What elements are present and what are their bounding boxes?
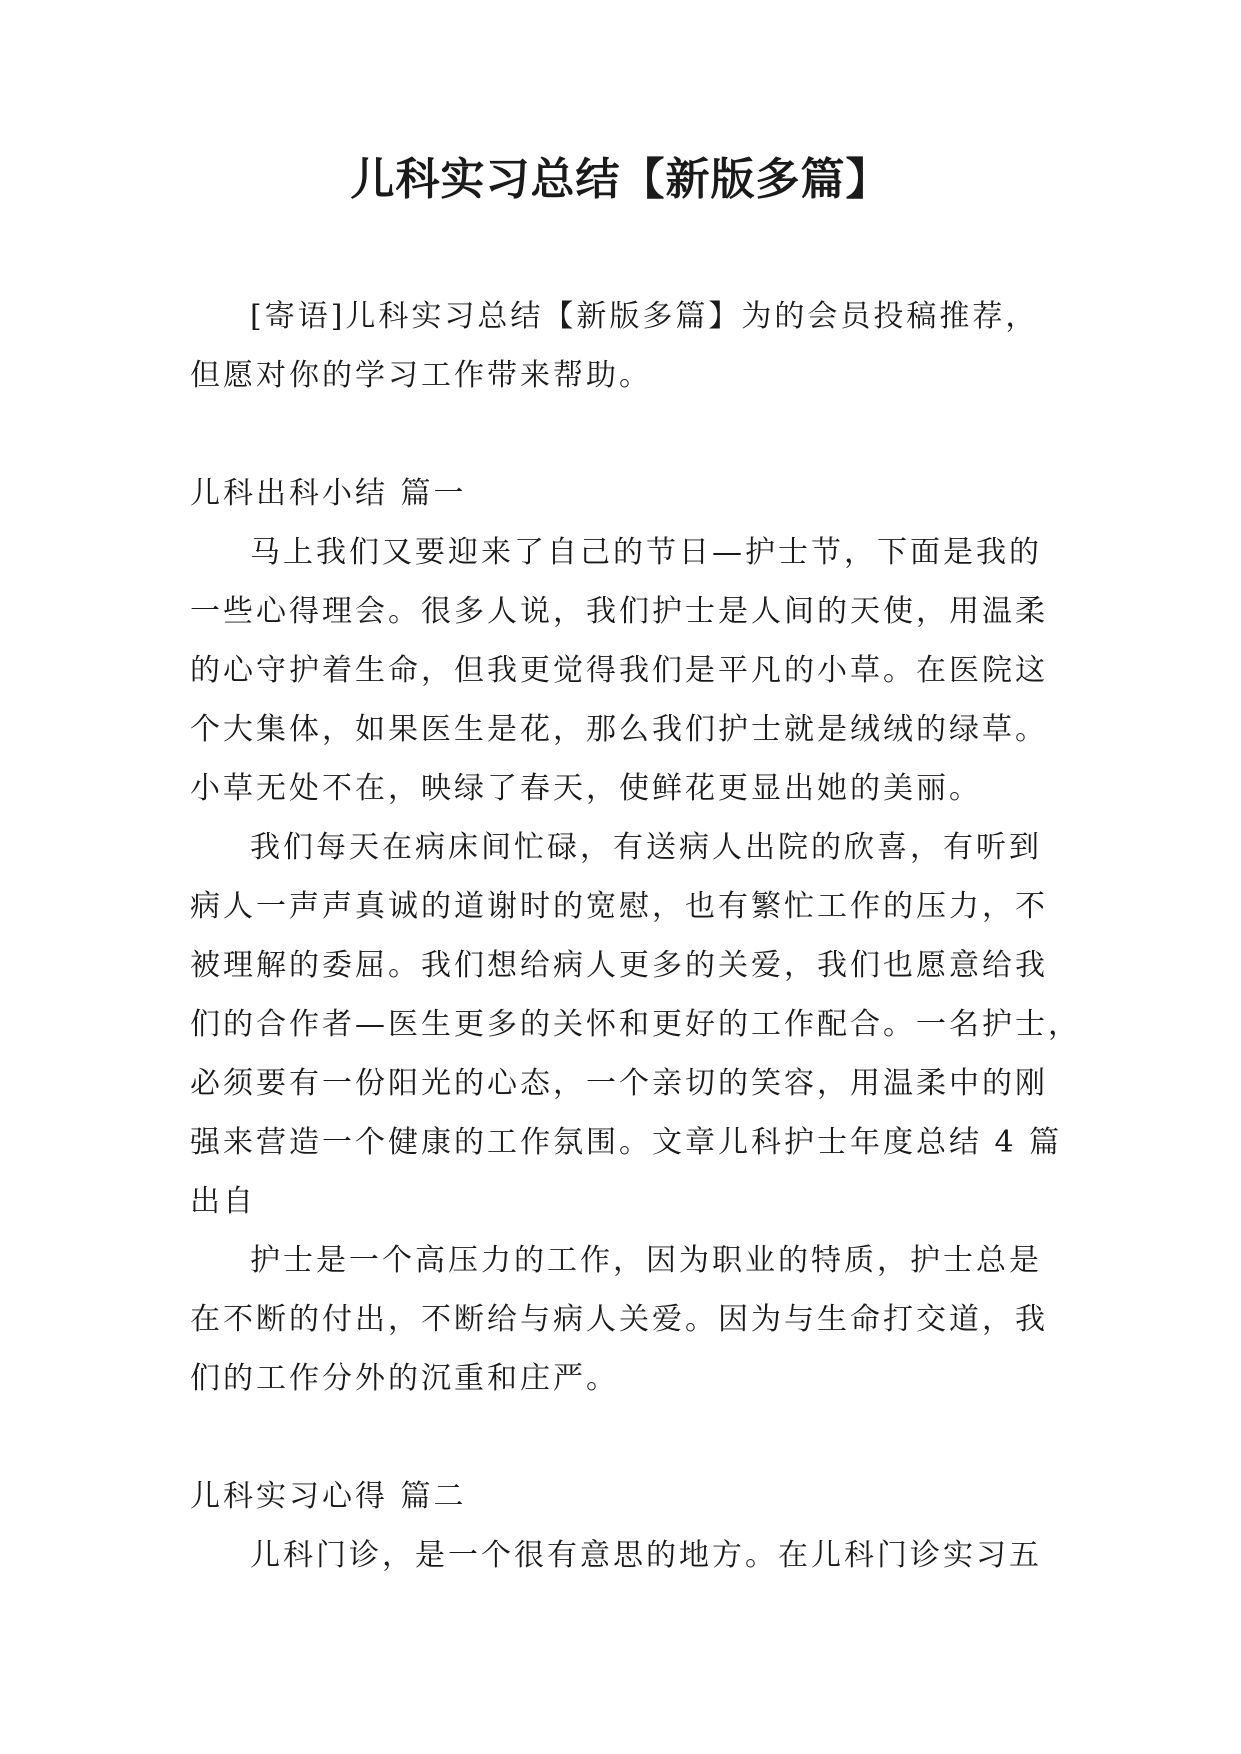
text-line: 我们每天在病床间忙碌，有送病人出院的欣喜，有听到 — [250, 830, 1042, 865]
text-line: 病人一声声真诚的道谢时的宽慰，也有繁忙工作的压力，不 — [190, 889, 1048, 924]
text-line: 出自 — [190, 1184, 256, 1219]
intro-paragraph — [190, 287, 1050, 405]
section1-paragraph-2 — [190, 818, 1081, 1231]
intro-line: [寄语]儿科实习总结【新版多篇】为的会员投稿推荐， — [250, 299, 1039, 334]
document-body — [190, 287, 1081, 1585]
section2-paragraph-1 — [190, 1526, 1050, 1585]
text-line: 小草无处不在，映绿了春天，使鲜花更显出她的美丽。 — [190, 771, 982, 806]
intro-line: 但愿对你的学习工作带来帮助。 — [190, 358, 652, 393]
text-line: 强来营造一个健康的工作氛围。文章儿科护士年度总结 4 篇 — [190, 1125, 1063, 1160]
text-line: 必须要有一份阳光的心态，一个亲切的笑容，用温柔中的刚 — [190, 1066, 1048, 1101]
document-title: 儿科实习总结【新版多篇】 — [350, 154, 891, 205]
text-line: 被理解的委屈。我们想给病人更多的关爱，我们也愿意给我 — [190, 948, 1048, 983]
text-line: 一些心得理会。很多人说，我们护士是人间的天使，用温柔 — [190, 594, 1048, 629]
text-line: 护士是一个高压力的工作，因为职业的特质，护士总是 — [250, 1243, 1042, 1278]
text-line: 们的合作者—医生更多的关怀和更好的工作配合。一名护士， — [190, 1007, 1081, 1042]
section1-paragraph-3 — [190, 1231, 1050, 1408]
text-line: 们的工作分外的沉重和庄严。 — [190, 1361, 619, 1396]
section-heading-2: 儿科实习心得 篇二 — [190, 1479, 467, 1514]
text-line: 儿科门诊，是一个很有意思的地方。在儿科门诊实习五 — [250, 1538, 1042, 1573]
text-line: 马上我们又要迎来了自己的节日—护士节，下面是我的 — [250, 535, 1042, 570]
section-heading-1: 儿科出科小结 篇一 — [190, 476, 467, 511]
text-line: 个大集体，如果医生是花，那么我们护士就是绒绒的绿草。 — [190, 712, 1048, 747]
text-line: 的心守护着生命，但我更觉得我们是平凡的小草。在医院这 — [190, 653, 1048, 688]
text-line: 在不断的付出，不断给与病人关爱。因为与生命打交道，我 — [190, 1302, 1048, 1337]
section1-paragraph-1 — [190, 523, 1050, 818]
